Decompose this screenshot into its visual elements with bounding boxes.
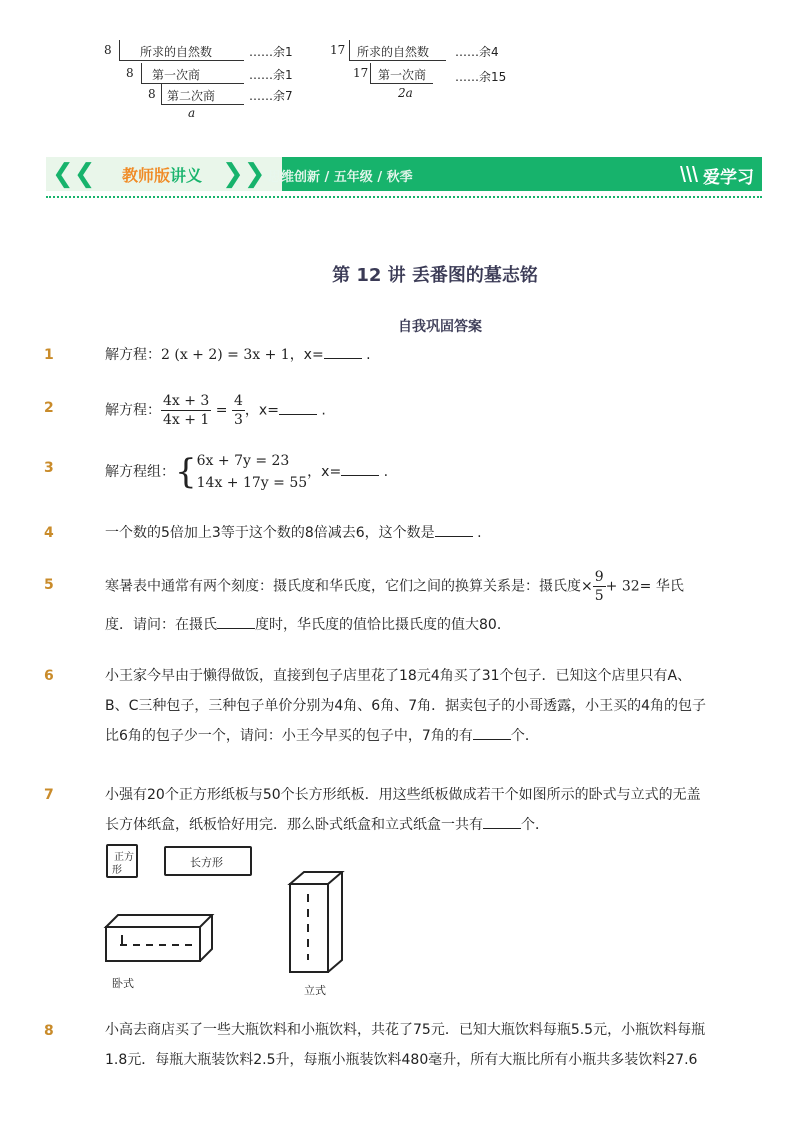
quotient-label: 第二次商 [167, 89, 216, 103]
divisor: 17 [330, 43, 346, 57]
question-text: 比6角的包子少一个，请问：小王今早买的包子中，7角的有 [105, 728, 473, 744]
answer-prefix: ，x= [244, 402, 279, 419]
question-2 [105, 392, 725, 429]
question-number: 6 [44, 668, 54, 684]
equals-sign: = [215, 402, 228, 419]
chevron-right-icon: ❯❯ [222, 159, 266, 189]
question-5-line-2 [105, 610, 725, 640]
equation-system [197, 450, 308, 494]
chevron-left-icon: ❮❮ [52, 159, 96, 189]
question-text: 解方程： [105, 347, 161, 363]
plus-constant: + 32 [605, 578, 640, 595]
section-title: 自我巩固答案 [398, 319, 482, 335]
question-text: 小王家今早由于懒得做饭，直接到包子店里花了18元4角买了31个包子．已知这个店里只有A、 [105, 668, 692, 684]
remainder: ……余15 [455, 70, 507, 84]
question-7 [105, 780, 725, 840]
fraction-rhs [232, 392, 245, 429]
fraction-lhs [161, 392, 211, 429]
lecture-title: 第 12 讲 丢番图的墓志铭 [332, 265, 538, 286]
final-quotient: 2a [398, 86, 413, 100]
question-text: 1.8元．每瓶大瓶装饮料2.5升，每瓶小瓶装饮料480毫升，所有大瓶比所有小瓶共多装饮料27.6 [105, 1052, 698, 1068]
answer-blank[interactable] [341, 461, 379, 476]
question-text: 度时，华氏度的值恰比摄氏度的值大80． [255, 617, 511, 633]
question-text: 小强有20个正方形纸板与50个长方形纸板．用这些纸板做成若干个如图所示的卧式与立式的无盖 [105, 787, 701, 803]
numerator: 4x + 3 [163, 393, 210, 409]
period: . [321, 402, 326, 419]
brand-name: 爱学习 [703, 168, 754, 188]
question-number: 5 [44, 577, 54, 593]
banner-title-handout: 讲义 [170, 166, 203, 185]
question-6 [105, 661, 725, 751]
question-number: 7 [44, 787, 54, 803]
denominator: 5 [594, 588, 604, 604]
rectangle-board-figure [164, 846, 252, 876]
rectangle-label: 长方形 [190, 856, 223, 869]
remainder: ……余1 [249, 45, 293, 59]
question-number: 3 [44, 460, 54, 476]
answer-blank[interactable] [324, 344, 362, 359]
denominator: 3 [233, 412, 243, 428]
question-text: 个． [510, 728, 539, 744]
question-3 [105, 450, 725, 494]
question-text: 长方体纸盒，纸板恰好用完．那么卧式纸盒和立式纸盒一共有 [105, 817, 483, 833]
lying-box-label: 卧式 [112, 977, 134, 990]
question-text: 度．请问：在摄氏 [105, 617, 217, 633]
dotted-divider [46, 196, 762, 198]
question-number: 1 [44, 347, 54, 363]
banner-title-teacher: 教师版 [122, 166, 171, 185]
question-8 [105, 1015, 725, 1075]
final-quotient: a [188, 106, 196, 120]
question-text: 一个数的5倍加上3等于这个数的8倍减去6，这个数是 [105, 525, 435, 541]
divisor: 8 [148, 87, 156, 101]
question-text: 个． [521, 817, 549, 833]
remainder: ……余1 [249, 68, 293, 82]
question-number: 4 [44, 525, 54, 541]
standing-box-figure [284, 868, 350, 978]
equation: 2 (x + 2) = 3x + 1 [161, 347, 290, 363]
question-1 [105, 340, 725, 370]
remainder: ……余7 [249, 89, 293, 103]
dividend-label: 所求的自然数 [140, 45, 213, 59]
answer-blank[interactable] [483, 814, 521, 829]
header-banner [46, 157, 762, 191]
question-text: 小高去商店买了一些大瓶饮料和小瓶饮料，共花了75元．已知大瓶饮料每瓶5.5元，小瓶饮料每瓶 [105, 1022, 706, 1038]
remainder: ……余4 [455, 45, 499, 59]
banner-subtitle: 思维创新 / 五年级 / 秋季 [268, 170, 413, 185]
equation-1: 6x + 7y = 23 [196, 453, 290, 469]
period: . [383, 464, 389, 480]
period: . [477, 525, 482, 541]
quotient-label: 第一次商 [378, 68, 427, 82]
question-number: 2 [44, 400, 54, 416]
answer-prefix: ，x= [289, 347, 324, 363]
question-number: 8 [44, 1023, 54, 1039]
lying-box-figure [100, 905, 220, 967]
square-board-figure [106, 844, 138, 878]
numerator: 4 [233, 393, 243, 409]
question-text: = 华氏 [639, 578, 684, 595]
question-text: B、C三种包子，三种包子单价分别为4角、6角、7角．据卖包子的小哥透露，小王买的4角的包子 [105, 698, 707, 714]
period: . [366, 347, 371, 363]
denominator: 4x + 1 [163, 412, 210, 428]
square-label: 形 [112, 865, 122, 876]
question-text: 寒暑表中通常有两个刻度：摄氏度和华氏度，它们之间的换算关系是：摄氏度× [105, 578, 593, 595]
question-5 [105, 568, 725, 605]
divisor: 8 [126, 66, 134, 80]
brace-icon: { [175, 452, 197, 492]
question-text: 解方程： [105, 402, 161, 419]
numerator: 9 [594, 569, 604, 585]
equation-2: 14x + 17y = 55 [196, 475, 308, 491]
answer-blank[interactable] [435, 522, 473, 537]
fraction-nine-fifths [593, 568, 606, 605]
standing-box-label: 立式 [304, 984, 326, 997]
quotient-label: 第一次商 [152, 68, 201, 82]
brand-logo-icon [678, 162, 700, 190]
answer-blank[interactable] [279, 400, 317, 415]
dividend-label: 所求的自然数 [357, 45, 430, 59]
square-label: 正方 [114, 852, 134, 863]
question-text: 解方程组： [105, 464, 175, 480]
answer-blank[interactable] [473, 725, 511, 740]
answer-prefix: ，x= [307, 464, 342, 480]
answer-blank[interactable] [217, 614, 255, 629]
divisor: 17 [353, 66, 369, 80]
question-4 [105, 518, 725, 548]
divisor: 8 [104, 43, 112, 57]
